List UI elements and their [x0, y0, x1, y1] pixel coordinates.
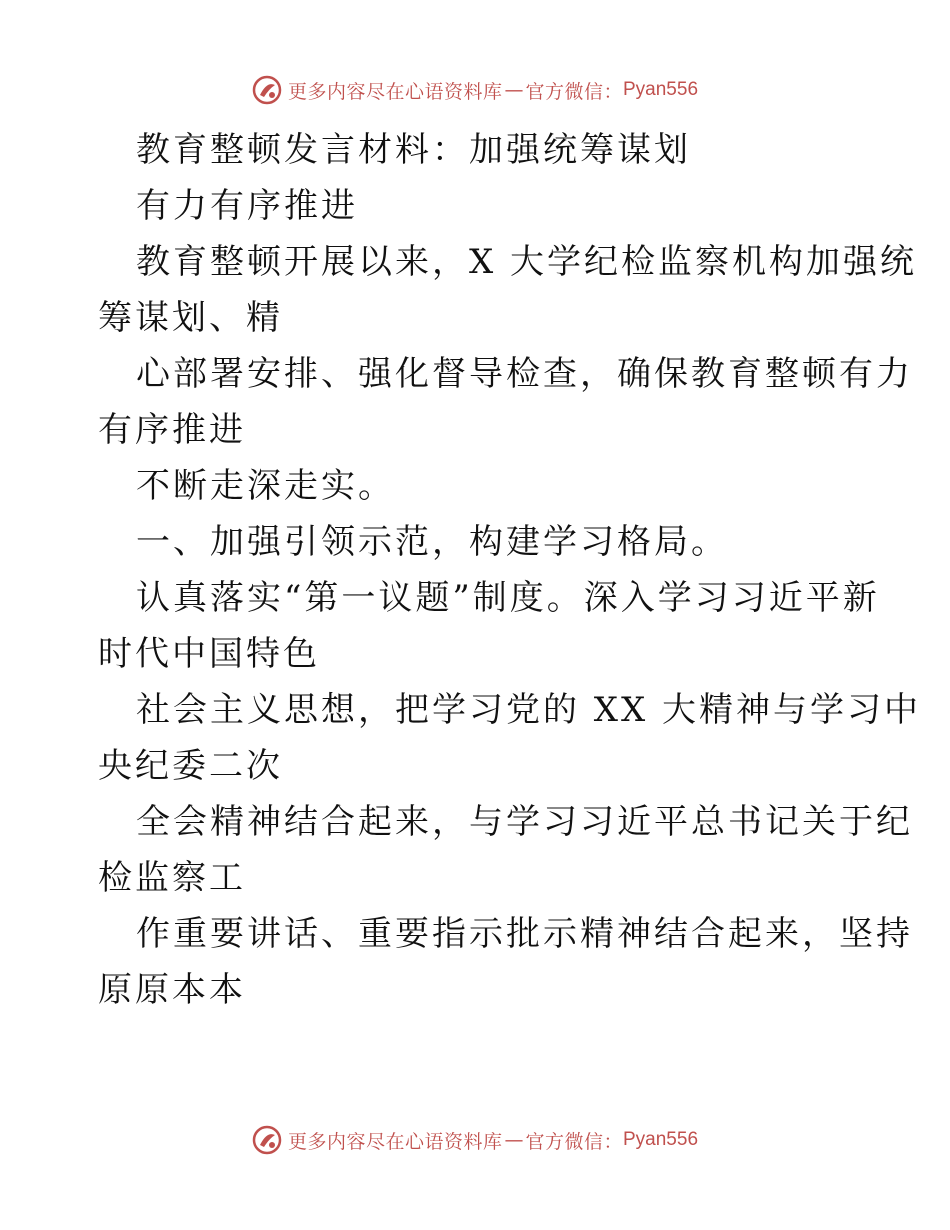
paragraph-line: 认真落实“第一议题”制度。深入学习习近平新	[136, 578, 880, 618]
paragraph-line: 心部署安排、强化督导检查，确保教育整顿有力	[136, 354, 913, 394]
watermark-separator: —	[504, 79, 524, 101]
paragraph-line: 央纪委二次	[98, 746, 283, 786]
footer-watermark	[0, 1120, 950, 1160]
paragraph-line: 检监察工	[98, 858, 246, 898]
paragraph-line: 全会精神结合起来，与学习习近平总书记关于纪	[136, 802, 913, 842]
section-heading: 一、加强引领示范，构建学习格局。	[136, 522, 728, 562]
watermark-text: 更多内容尽在心语资料库	[287, 1130, 503, 1153]
paragraph-line: 不断走深走实。	[136, 466, 395, 506]
paragraph-line: 作重要讲话、重要指示批示精神结合起来，坚持	[136, 914, 913, 954]
document-body	[98, 122, 922, 1018]
paragraph-line: 时代中国特色	[98, 634, 320, 674]
paragraph-line: 原原本本	[98, 970, 246, 1010]
paragraph-line: 有序推进	[98, 410, 246, 450]
brand-logo-icon	[252, 1125, 282, 1155]
brand-logo-icon	[252, 75, 282, 105]
watermark-suffix: 官方微信：	[525, 80, 623, 103]
paragraph-line: 教育整顿开展以来，X 大学纪检监察机构加强统	[136, 242, 918, 282]
watermark-account: Pyan556	[623, 79, 699, 100]
doc-title-line: 教育整顿发言材料：加强统筹谋划	[136, 130, 691, 170]
watermark-separator: —	[504, 1129, 524, 1151]
paragraph-line: 筹谋划、精	[98, 298, 283, 338]
watermark-text: 更多内容尽在心语资料库	[287, 80, 503, 103]
watermark-account: Pyan556	[623, 1129, 699, 1150]
watermark-suffix: 官方微信：	[525, 1130, 623, 1153]
header-watermark	[0, 70, 950, 110]
doc-title-line: 有力有序推进	[136, 186, 358, 226]
paragraph-line: 社会主义思想，把学习党的 XX 大精神与学习中	[136, 690, 922, 730]
